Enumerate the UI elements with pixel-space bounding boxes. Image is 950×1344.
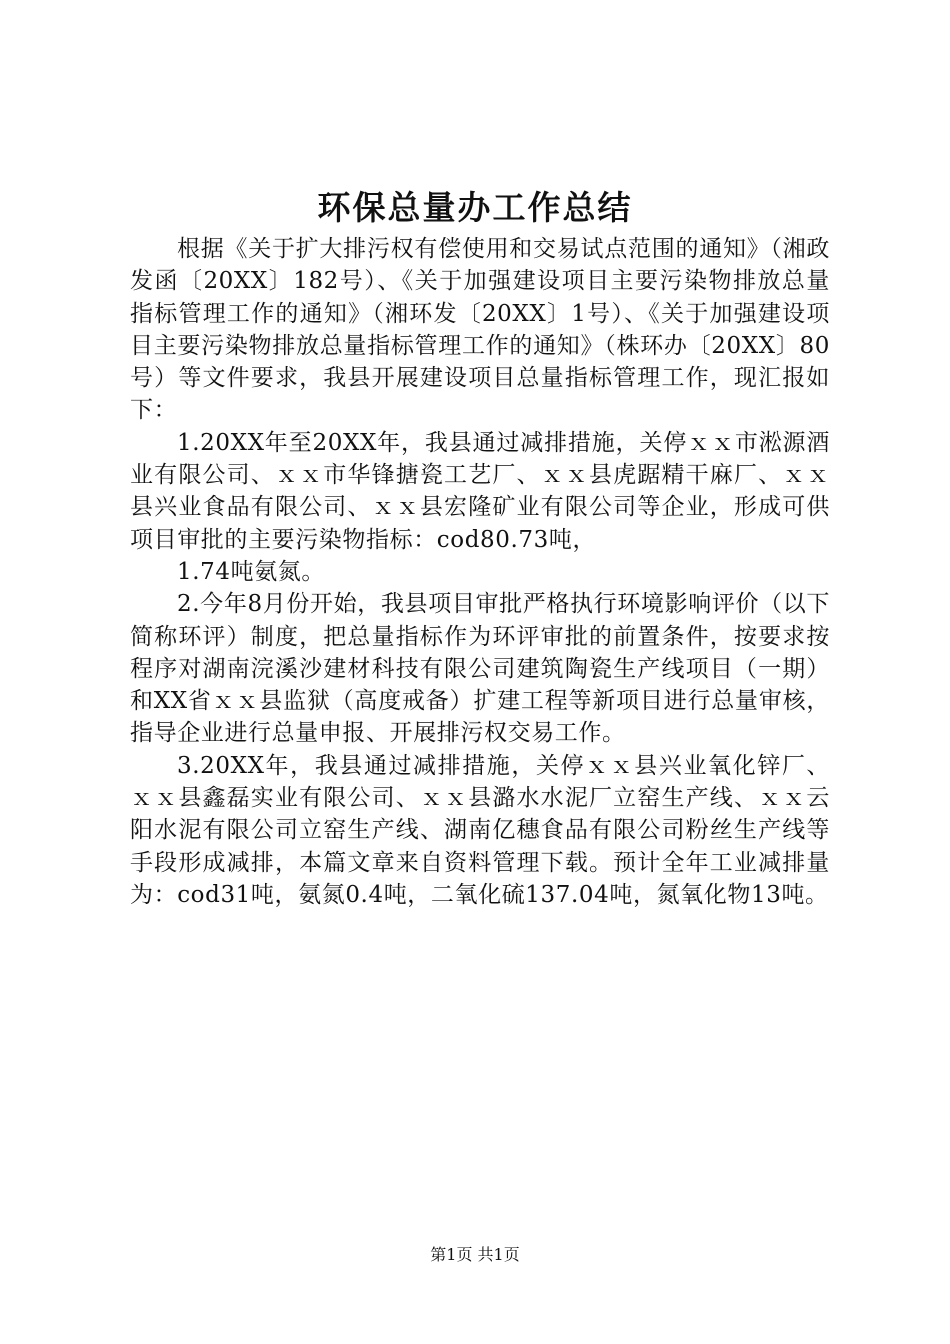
paragraph-intro: 根据《关于扩大排污权有偿使用和交易试点范围的通知》（湘政发函〔20XX〕182号）、《关于加强建设项目主要污染物排放总量指标管理工作的通知》（湘环发〔20XX〕1号）、《关于加强建设项目主要污染物排放总量指标管理工作的通知》（株环办〔20XX〕80号）等文件要求，我县开展建设项目总量指标管理工作，现汇报如下：	[130, 236, 830, 424]
paragraph-item-3: 3.20XX年，我县通过减排措施，关停ｘｘ县兴业氧化锌厂、ｘｘ县鑫磊实业有限公司、ｘｘ县潞水水泥厂立窑生产线、ｘｘ云阳水泥有限公司立窑生产线、湖南亿穗食品有限公司粉丝生产线等手段形成减排，本篇文章来自资料管理下载。预计全年工业减排量为：cod31吨，氨氮0.4吨，二氧化硫137.04吨，氮氧化物13吨。	[130, 752, 830, 908]
document-title: 环保总量办工作总结	[317, 188, 633, 227]
paragraph-item-2: 2.今年8月份开始，我县项目审批严格执行环境影响评价（以下简称环评）制度，把总量指标作为环评审批的前置条件，按要求按程序对湖南浣溪沙建材科技有限公司建筑陶瓷生产线项目（一期）和XX省ｘｘ县监狱（高度戒备）扩建工程等新项目进行总量审核，指导企业进行总量申报、开展排污权交易工作。	[130, 591, 830, 747]
paragraph-item-1-continued: 1.74吨氨氮。	[177, 558, 326, 585]
page-number-footer: 第1页 共1页	[430, 1245, 520, 1264]
paragraph-item-1: 1.20XX年至20XX年，我县通过减排措施，关停ｘｘ市淞源酒业有限公司、ｘｘ市华锋搪瓷工艺厂、ｘｘ县虎踞精干麻厂、ｘｘ县兴业食品有限公司、ｘｘ县宏隆矿业有限公司等企业，形成可供项目审批的主要污染物指标：cod80.73吨，	[130, 429, 830, 553]
document-body	[130, 233, 830, 911]
